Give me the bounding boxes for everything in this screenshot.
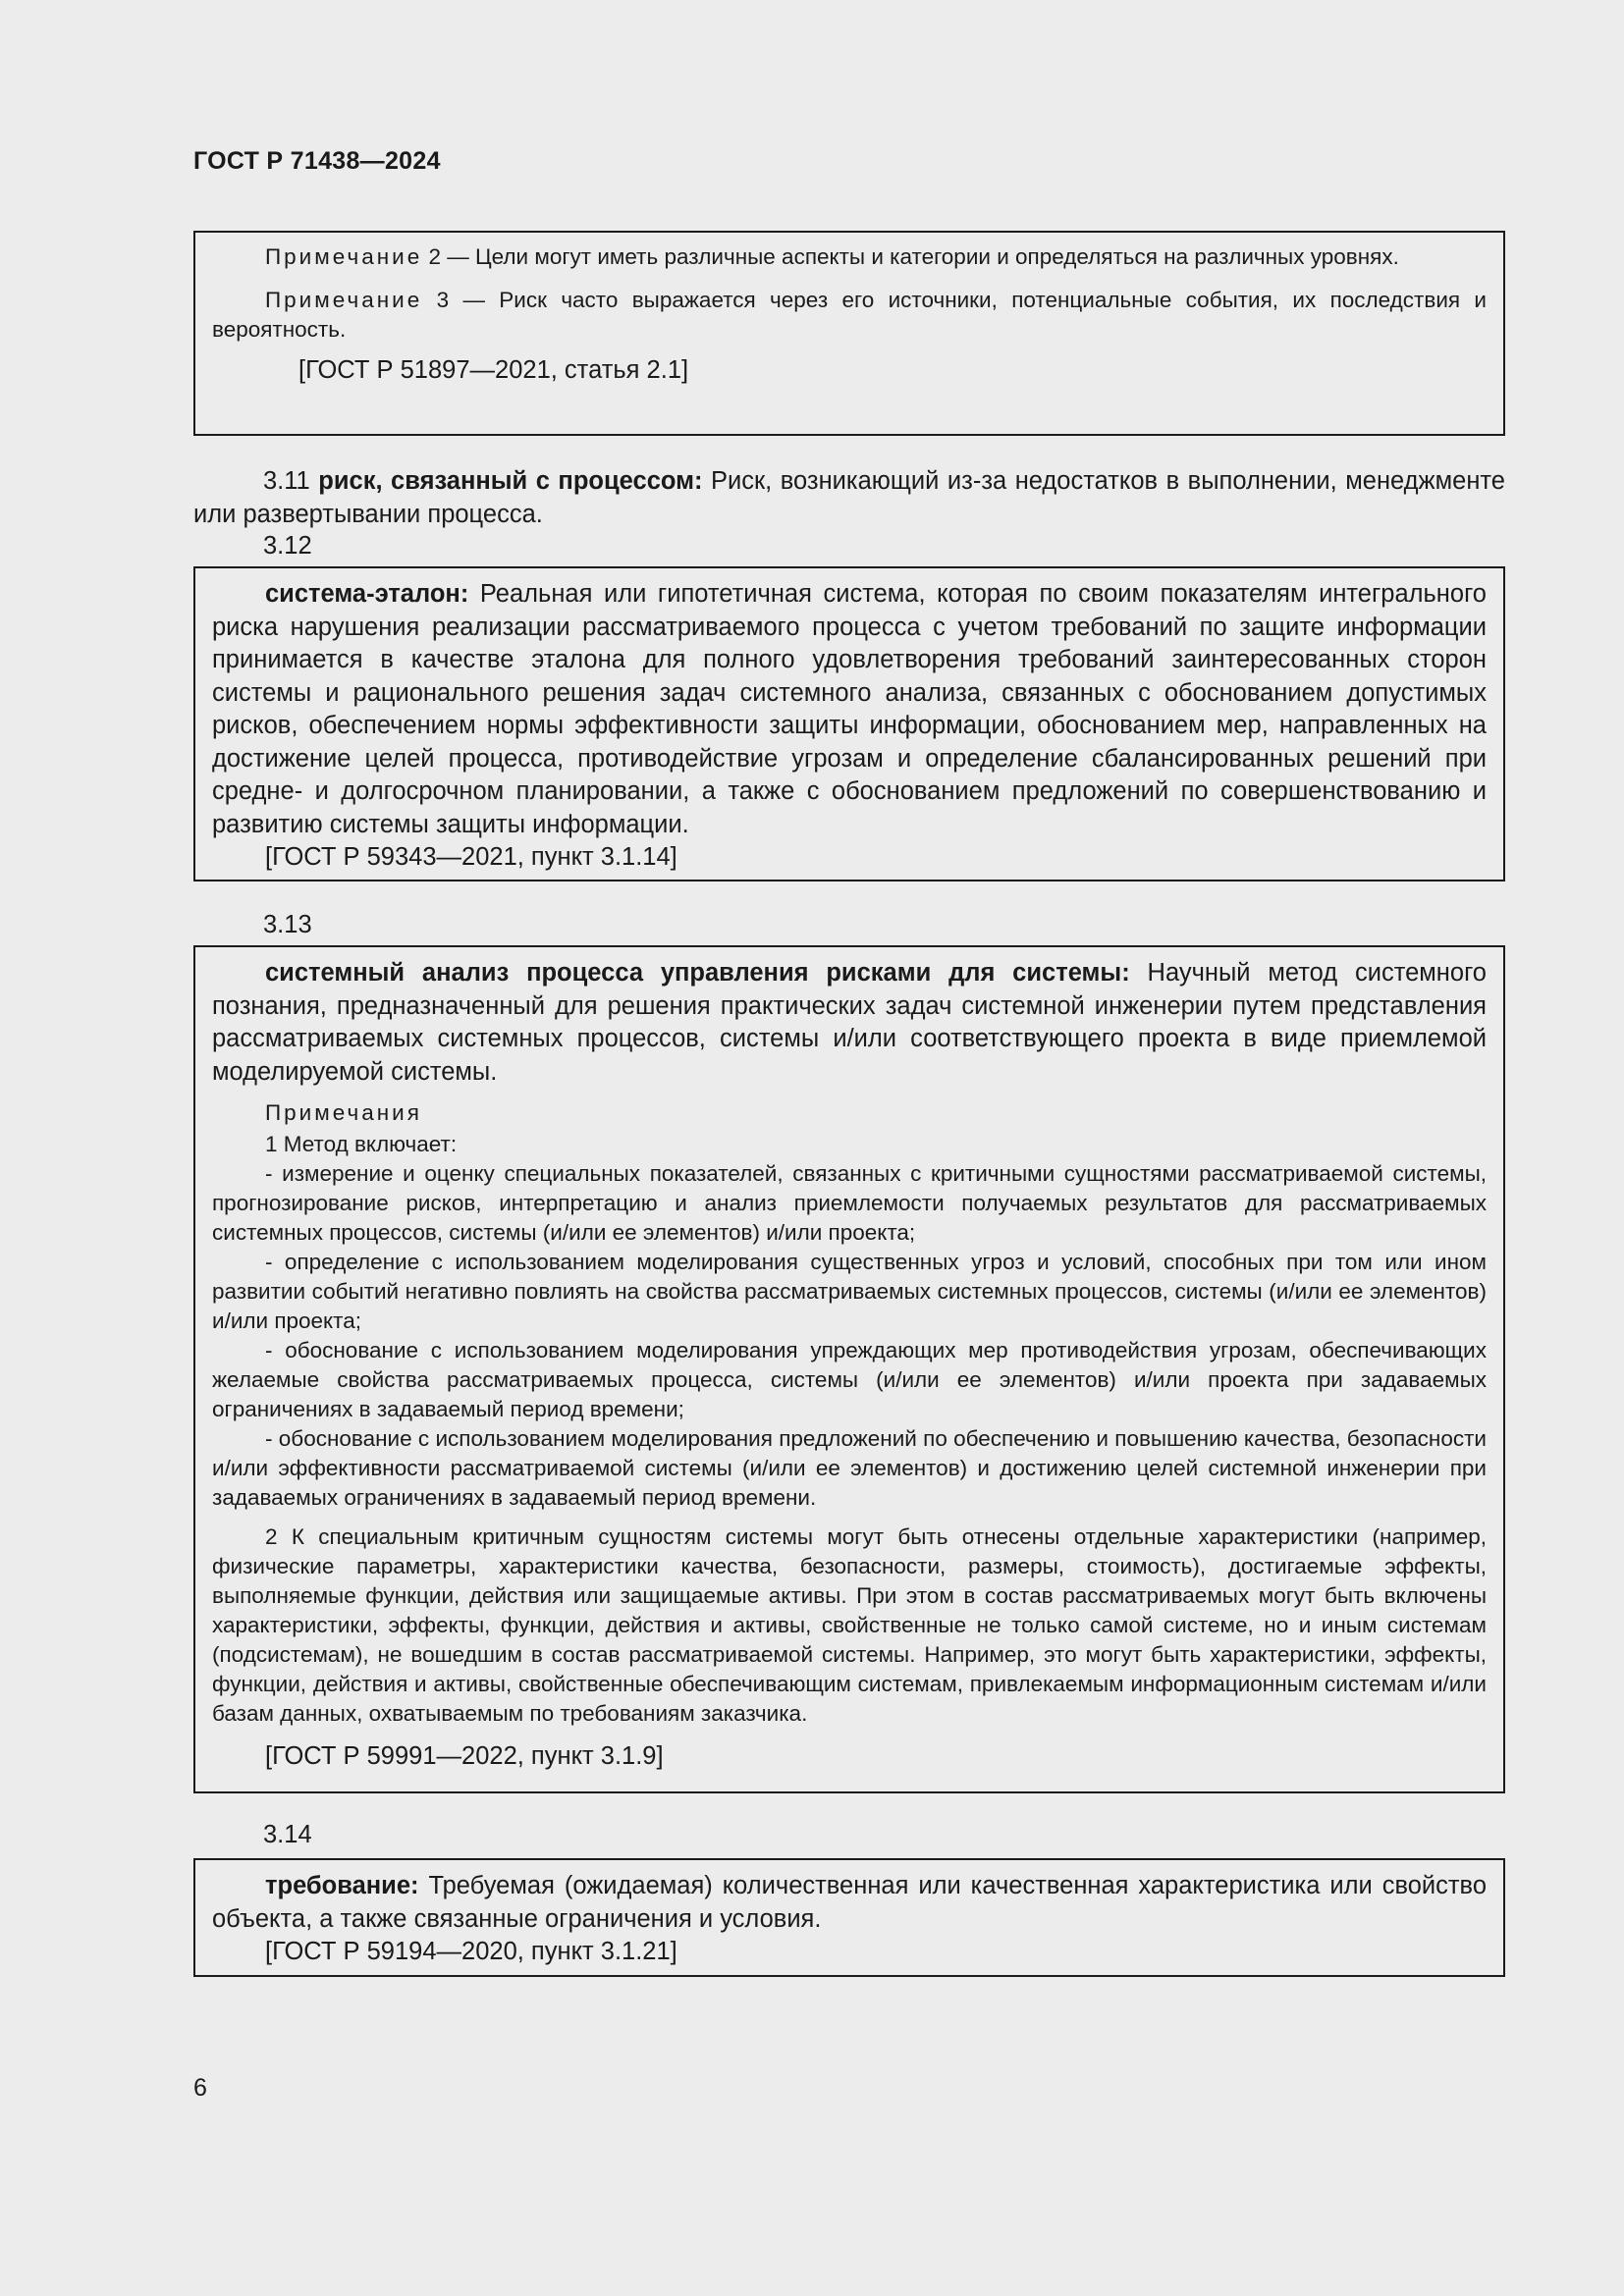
source-reference: [ГОСТ Р 51897—2021, статья 2.1] <box>298 356 689 384</box>
source-reference: [ГОСТ Р 59194—2020, пункт 3.1.21] <box>265 1938 677 1965</box>
term-3-13-box <box>193 945 1505 1793</box>
term-title: система-эталон: <box>265 580 469 608</box>
note-3: Примечание 3 — Риск часто выражается через его источники, потенциальные события, их последствия и вероятность. <box>212 288 1487 342</box>
note-2: 2 К специальным критичным сущностям системы могут быть отнесены отдельные характеристики (например, физические параметры, характеристики качества, безопасности, размеры, стоимость), достигаемые эффекты, выполняемые функции, действия или защищаемые активы. При этом в состав рассматриваемых могут быть включены характеристики, эффекты, функции, действия и активы, свойственные не только самой системе, но и иным системам (подсистемам), не вошедшим в состав рассматриваемой системы. Например, это могут быть характеристики, эффекты, функции, действия и активы, свойственные обеспечивающим системам, привлекаемым информационным системам и/или базам данных, охватываемым по требованиям заказчика. <box>212 1524 1487 1726</box>
note-1-item: - обоснование с использованием моделирования упреждающих мер противодействия угрозам, обеспечивающих желаемые свойства рассматриваемых процесса, системы (и/или ее элементов) и/или проекта при задаваемых ограничениях в задаваемый период времени; <box>212 1338 1487 1421</box>
note-1-item: - определение с использованием моделирования существенных угроз и условий, способных при том или ином развитии событий негативно повлиять на свойства рассматриваемых системных процессов, системы (и/или ее элементов) и/или проекта; <box>212 1250 1487 1333</box>
note-2: Примечание 2 — Цели могут иметь различные аспекты и категории и определяться на различных уровнях. <box>265 244 1399 269</box>
term-definition: системный анализ процесса управления рисками для системы: Научный метод системного познания, предназначенный для решения практических задач системной инженерии путем представления рассматриваемых системных процессов, системы и/или соответствующего проекта в виде приемлемой моделируемой системы. <box>212 959 1487 1086</box>
note-1-intro: 1 Метод включает: <box>265 1132 458 1156</box>
term-3-14-box <box>193 1858 1505 1977</box>
note-1-item: - измерение и оценку специальных показателей, связанных с критичными сущностями рассматриваемой системы, прогнозирование рисков, интерпретацию и анализ приемлемости получаемых результатов для рассматриваемых системных процессов, системы (и/или ее элементов) и/или проекта; <box>212 1161 1487 1245</box>
source-reference: [ГОСТ Р 59343—2021, пункт 3.1.14] <box>265 843 677 871</box>
term-title: требование: <box>265 1872 419 1899</box>
term-definition: требование: Требуемая (ожидаемая) количественная или качественная характеристика или свойство объекта, а также связанные ограничения и условия. <box>212 1872 1487 1933</box>
notes-box <box>193 231 1505 436</box>
term-title: риск, связанный с процессом: <box>318 467 703 495</box>
note-1-item: - обоснование с использованием моделирования предложений по обеспечению и повышению качества, безопасности и/или эффективности рассматриваемой системы (и/или ее элементов) и достижению целей системной инженерии при задаваемых ограничениях в задаваемый период времени. <box>212 1426 1487 1510</box>
source-reference: [ГОСТ Р 59991—2022, пункт 3.1.9] <box>265 1742 664 1770</box>
term-definition: система-эталон: Реальная или гипотетичная система, которая по своим показателям интегрального риска нарушения реализации рассматриваемого процесса с учетом требований по защите информации принимается в качестве эталона для полного удовлетворения требований заинтересованных сторон системы и рационального решения задач системного анализа, связанных с обоснованием допустимых рисков, обеспечением нормы эффективности защиты информации, обоснованием мер, направленных на достижение целей процесса, противодействие угрозам и определение сбалансированных решений при средне- и долгосрочном планировании, а также с обоснованием предложений по совершенствованию и развитию системы защиты информации. <box>212 580 1487 838</box>
term-3-12-box <box>193 566 1505 881</box>
term-number: 3.13 <box>263 911 312 938</box>
term-3-11: 3.11 риск, связанный с процессом: Риск, возникающий из-за недостатков в выполнении, менеджменте или развертывании процесса. <box>193 467 1505 528</box>
document-header: ГОСТ Р 71438—2024 <box>193 147 441 175</box>
term-title: системный анализ процесса управления рисками для системы: <box>265 959 1130 987</box>
notes-label: Примечания <box>265 1100 422 1125</box>
term-number: 3.14 <box>263 1821 312 1848</box>
term-number: 3.12 <box>263 532 312 560</box>
page-number: 6 <box>193 2074 207 2102</box>
